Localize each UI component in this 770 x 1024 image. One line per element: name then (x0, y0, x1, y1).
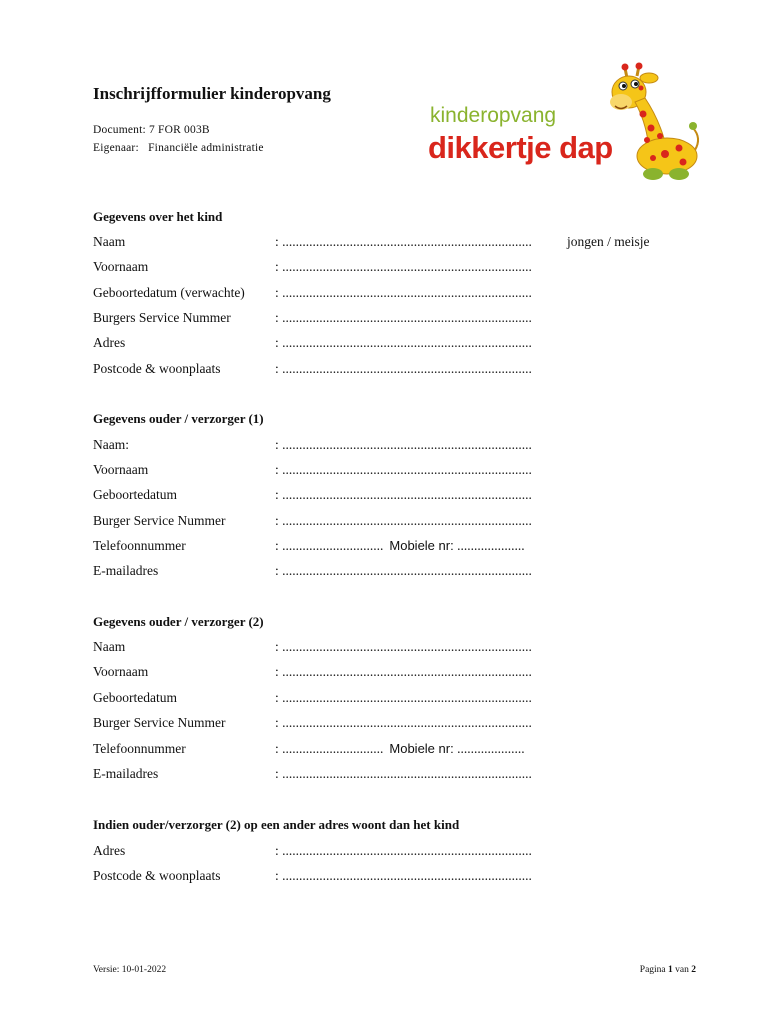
field-label: Geboortedatum (93, 690, 177, 705)
logo-text-kinderopvang: kinderopvang (430, 104, 557, 127)
document-owner: Eigenaar: Financiële administratie (93, 142, 264, 154)
fill-line[interactable]: : .......................................................................... (275, 766, 532, 781)
fill-line[interactable]: : .......................................................................... (275, 868, 532, 883)
page-total: 2 (691, 965, 696, 975)
field-label: Geboortedatum (93, 487, 177, 502)
field-label: Adres (93, 843, 126, 858)
fill-line[interactable]: : .......................................................................... (275, 335, 532, 350)
fill-line[interactable]: : .............................. (275, 741, 384, 756)
page-prefix: Pagina (639, 965, 669, 975)
gender-choice[interactable]: jongen / meisje (567, 234, 650, 249)
fill-line[interactable]: : .......................................................................... (275, 310, 532, 325)
mobile-label: Mobiele nr: (389, 741, 454, 756)
phone-fill-line (275, 538, 525, 554)
fill-line[interactable]: : .............................. (275, 538, 384, 553)
section-heading-parent1: Gegevens ouder / verzorger (1) (93, 411, 264, 426)
field-label: Burgers Service Nummer (93, 310, 231, 325)
section-heading-parent2: Gegevens ouder / verzorger (2) (93, 614, 264, 629)
fill-line[interactable]: : .......................................................................... (275, 462, 532, 477)
field-label: Voornaam (93, 462, 149, 477)
field-label: Burger Service Nummer (93, 513, 226, 528)
field-label: Postcode & woonplaats (93, 361, 221, 376)
field-label: Burger Service Nummer (93, 715, 226, 730)
mobile-fill-line[interactable]: .................... (457, 538, 525, 553)
field-label: Postcode & woonplaats (93, 868, 221, 883)
field-label: Telefoonnummer (93, 538, 186, 553)
field-label: Naam: (93, 437, 129, 452)
fill-line[interactable]: : .......................................................................... (275, 563, 532, 578)
page-current: 1 (668, 965, 673, 975)
page-title: Inschrijfformulier kinderopvang (93, 84, 331, 103)
fill-line[interactable]: : .......................................................................... (275, 843, 532, 858)
section-heading-other-address: Indien ouder/verzorger (2) op een ander adres woont dan het kind (93, 817, 460, 832)
field-label: Adres (93, 335, 126, 350)
fill-line[interactable]: : .......................................................................... (275, 285, 532, 300)
fill-line[interactable]: : .......................................................................... (275, 361, 532, 376)
fill-line[interactable]: : .......................................................................... (275, 259, 532, 274)
field-label: Telefoonnummer (93, 741, 186, 756)
mobile-fill-line[interactable]: .................... (457, 741, 525, 756)
logo-text-dikkertje-dap: dikkertje dap (428, 130, 613, 165)
phone-fill-line (275, 741, 525, 757)
fill-line[interactable]: : .......................................................................... (275, 487, 532, 502)
field-label: E-mailadres (93, 563, 159, 578)
mobile-label: Mobiele nr: (389, 538, 454, 553)
section-heading-child: Gegevens over het kind (93, 209, 223, 224)
fill-line[interactable]: : .......................................................................... (275, 513, 532, 528)
giraffe-icon (605, 62, 705, 184)
field-label: E-mailadres (93, 766, 159, 781)
fill-line[interactable]: : .......................................................................... (275, 690, 532, 705)
page-mid: van (672, 965, 692, 975)
field-label: Voornaam (93, 259, 149, 274)
field-label: Naam (93, 639, 126, 654)
fill-line[interactable]: : .......................................................................... (275, 639, 532, 654)
footer-page-number (640, 965, 696, 975)
fill-line[interactable]: : .......................................................................... (275, 234, 532, 249)
document-id: Document: 7 FOR 003B (93, 124, 210, 136)
fill-line[interactable]: : .......................................................................... (275, 664, 532, 679)
footer-version: Versie: 10-01-2022 (93, 965, 167, 975)
field-label: Geboortedatum (verwachte) (93, 285, 245, 300)
fill-line[interactable]: : .......................................................................... (275, 715, 532, 730)
field-label: Naam (93, 234, 126, 249)
field-label: Voornaam (93, 664, 149, 679)
fill-line[interactable]: : .......................................................................... (275, 437, 532, 452)
